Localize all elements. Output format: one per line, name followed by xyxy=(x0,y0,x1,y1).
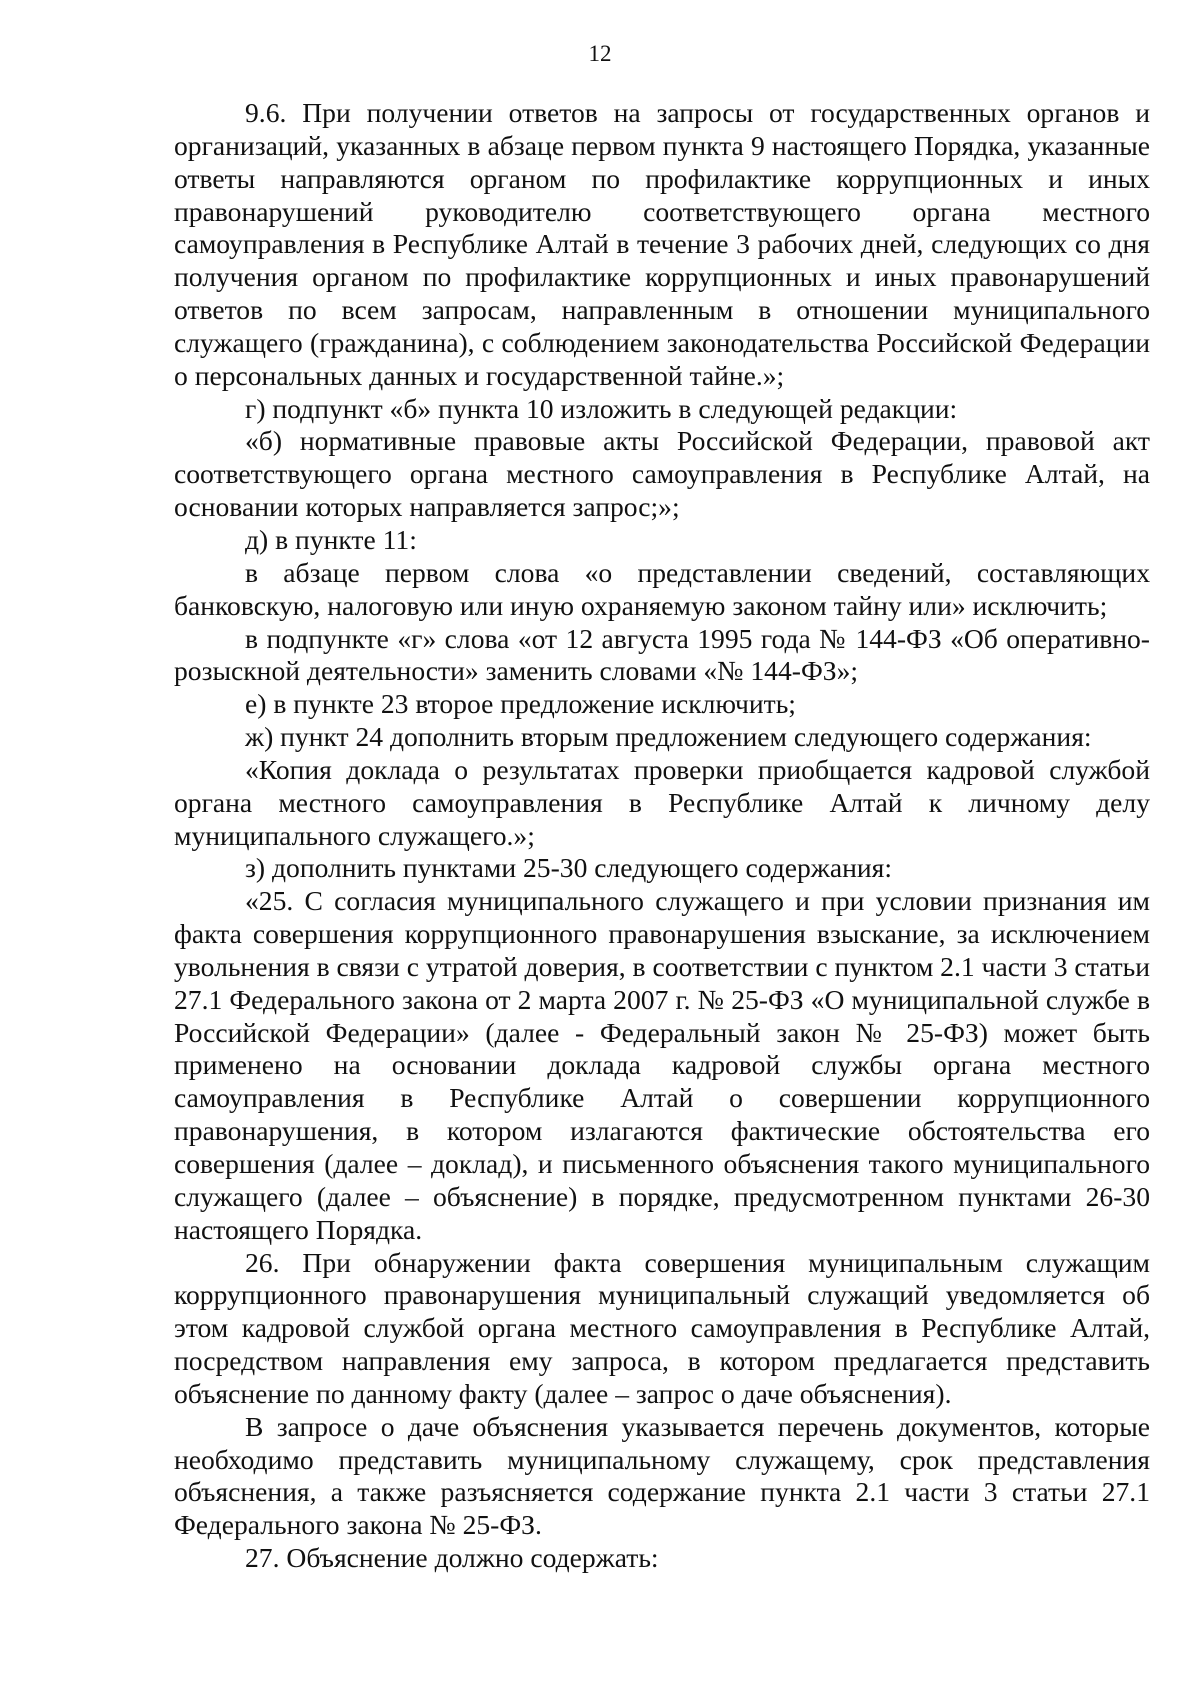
paragraph-27: 27. Объяснение должно содержать: xyxy=(245,1542,659,1574)
paragraph-g: г) подпункт «б» пункта 10 изложить в следующей редакции: xyxy=(245,392,958,424)
paragraph-9-6: 9.6. При получении ответов на запросы от государственных органов и организаций, указанных в абзаце первом пункта 9 настоящего Порядка, указанные ответы направляются органом по профилактике коррупционных и иных правонарушений руководителю соответствующего органа местного самоуправления в Республике Алтай в течение 3 рабочих дней, следующих со дня получения органом по профилактике коррупционных и иных правонарушений ответов по всем запросам, направленным в отношении муниципального служащего (гражданина), с соблюдением законодательства Российской Федерации о персональных данных и государственной тайне.»; xyxy=(174,97,1150,391)
paragraph-d-first-abzac: в абзаце первом слова «о представлении сведений, составляющих банковскую, налоговую или иную охраняемую законом тайну или» исключить; xyxy=(174,556,1150,621)
paragraph-z: з) дополнить пунктами 25-30 следующего содержания: xyxy=(245,852,892,884)
paragraph-d: д) в пункте 11: xyxy=(245,523,417,555)
paragraph-zh-text: «Копия доклада о результатах проверки приобщается кадровой службой органа местного самоуправления в Республике Алтай к личному делу муниципального служащего.»; xyxy=(174,753,1150,851)
paragraph-zh: ж) пункт 24 дополнить вторым предложением следующего содержания: xyxy=(245,721,1092,753)
paragraph-e: е) в пункте 23 второе предложение исключить; xyxy=(245,688,796,720)
paragraph-26: 26. При обнаружении факта совершения муниципальным служащим коррупционного правонарушения муниципальный служащий уведомляется об этом кадровой службой органа местного самоуправления в Республике Алтай, посредством направления ему запроса, в котором предлагается представить объяснение по данному факту (далее – запрос о даче объяснения). xyxy=(174,1246,1150,1409)
page-number: 12 xyxy=(588,41,612,66)
paragraph-25: «25. С согласия муниципального служащего и при условии признания им факта совершения коррупционного правонарушения взыскание, за исключением увольнения в связи с утратой доверия, в соответствии с пунктом 2.1 части 3 статьи 27.1 Федерального закона от 2 марта 2007 г. № 25-ФЗ «О муниципальной службе в Российской Федерации» (далее - Федеральный закон № 25-ФЗ) может быть применено на основании доклада кадровой службы органа местного самоуправления в Республике Алтай о совершении коррупционного правонарушения, в котором излагаются фактические обстоятельства его совершения (далее – доклад), и письменного объяснения такого муниципального служащего (далее – объяснение) в порядке, предусмотренном пунктами 26-30 настоящего Порядка. xyxy=(174,885,1150,1245)
document-body xyxy=(174,97,1150,1575)
paragraph-d-subitem-g: в подпункте «г» слова «от 12 августа 1995 года № 144-ФЗ «Об оперативно-розыскной деятельности» заменить словами «№ 144-ФЗ»; xyxy=(174,622,1150,687)
paragraph-26-request: В запросе о даче объяснения указывается перечень документов, которые необходимо представить муниципальному служащему, срок представления объяснения, а также разъясняется содержание пункта 2.1 части 3 статьи 27.1 Федерального закона № 25-ФЗ. xyxy=(174,1410,1150,1541)
paragraph-b-new-text: «б) нормативные правовые акты Российской Федерации, правовой акт соответствующего органа местного самоуправления в Республике Алтай, на основании которых направляется запрос;»; xyxy=(174,425,1150,523)
